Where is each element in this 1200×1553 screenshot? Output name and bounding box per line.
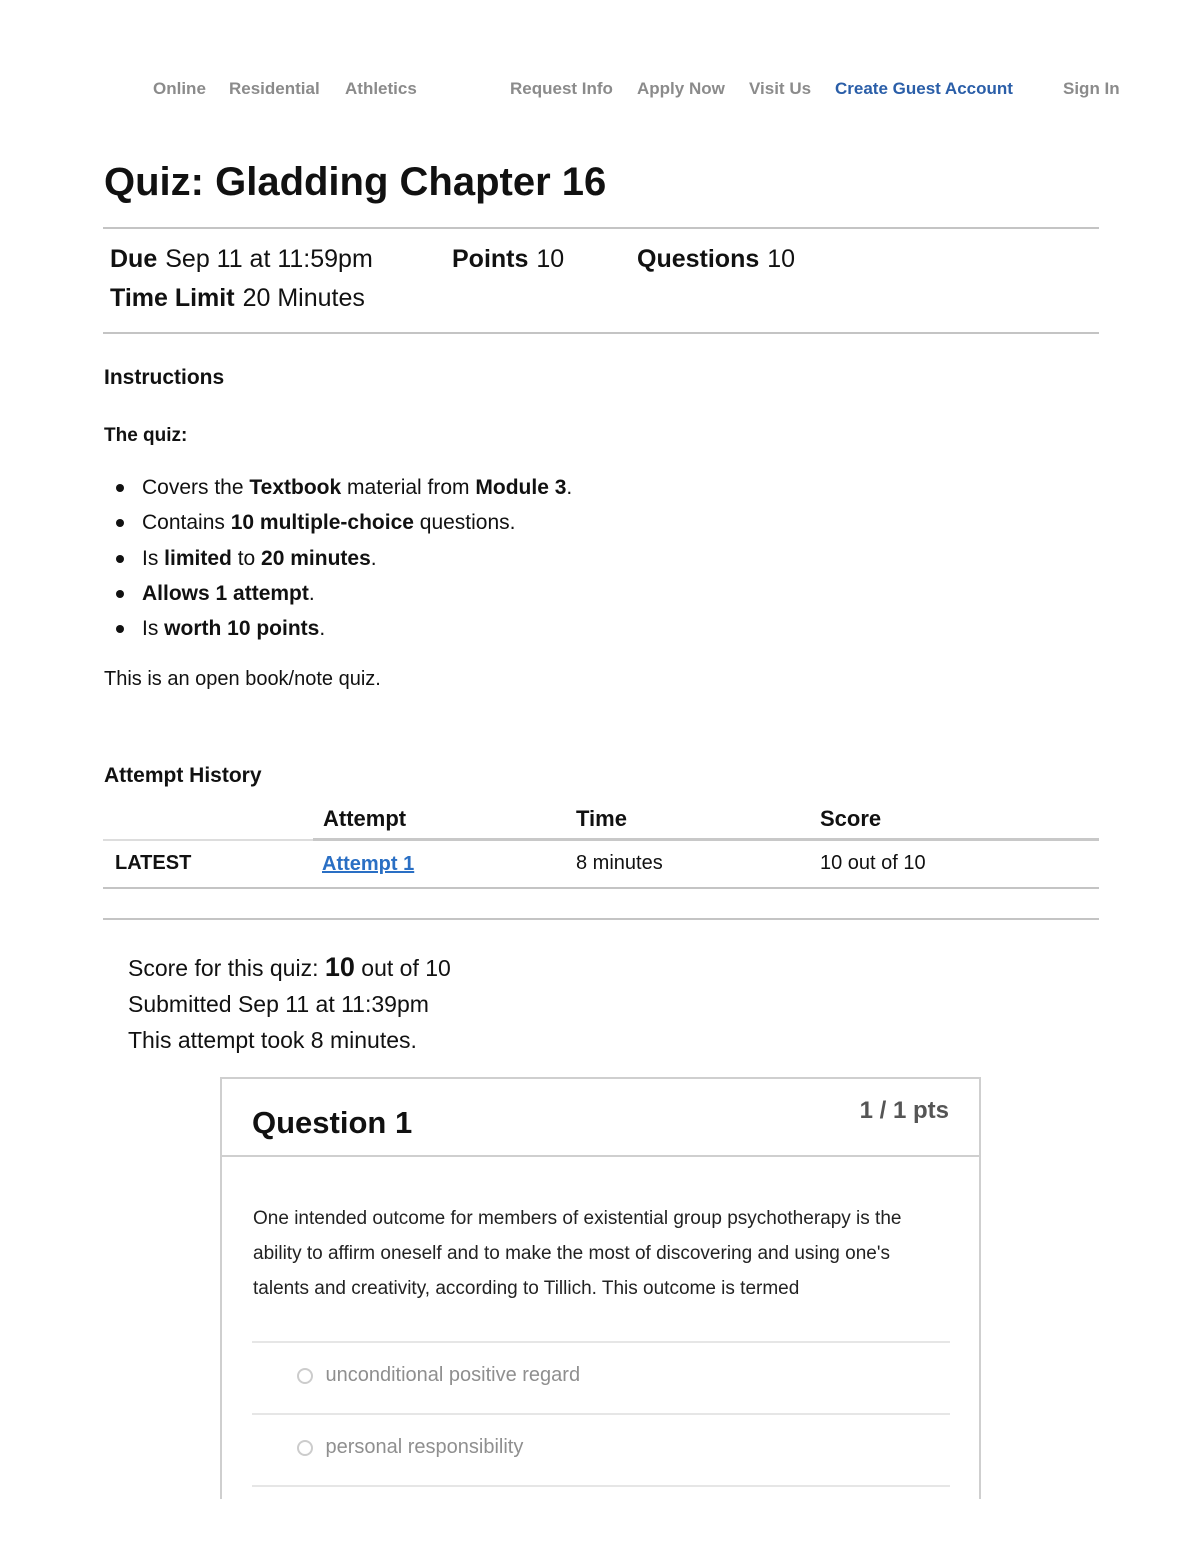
bold-text: limited — [164, 546, 232, 570]
bold-text: Allows 1 attempt — [142, 581, 309, 605]
submitted-time: Submitted Sep 11 at 11:39pm — [128, 991, 429, 1017]
quiz-score — [128, 952, 451, 983]
text: Is — [142, 617, 165, 641]
instructions-intro: The quiz: — [104, 425, 188, 446]
nav-link-request-info[interactable]: Request Info — [510, 79, 613, 98]
option-divider — [252, 1485, 950, 1487]
answer-option[interactable] — [297, 1436, 523, 1459]
column-header-time: Time — [576, 806, 627, 831]
attempt-history-heading: Attempt History — [104, 764, 262, 787]
radio-icon[interactable] — [297, 1368, 313, 1384]
points — [452, 245, 564, 274]
question-card — [220, 1077, 981, 1499]
bold-text: 20 minutes — [261, 546, 371, 570]
nav-link-athletics[interactable]: Athletics — [345, 79, 417, 98]
time-limit-value: 20 Minutes — [242, 284, 365, 312]
due-date — [110, 245, 373, 274]
question-text: One intended outcome for members of existential group psychotherapy is the ability to affirm oneself and to make the most of discovering and using one's talents and creativity, according to Tillich. This outcome is termed — [253, 1208, 902, 1299]
nav-link-residential[interactable]: Residential — [229, 79, 320, 98]
option-divider — [252, 1341, 950, 1343]
attempt-time: 8 minutes — [576, 852, 663, 874]
points-label: Points — [452, 245, 529, 273]
nav-link-online[interactable]: Online — [153, 79, 206, 98]
text: . — [370, 546, 377, 570]
list-item — [104, 576, 572, 611]
answer-option-label: personal responsibility — [325, 1436, 524, 1458]
column-header-score: Score — [820, 806, 882, 831]
due-value: Sep 11 at 11:59pm — [165, 245, 373, 273]
radio-icon[interactable] — [297, 1440, 313, 1456]
attempt-score: 10 out of 10 — [820, 852, 926, 874]
nav-link-visit-us[interactable]: Visit Us — [749, 79, 812, 98]
text: . — [566, 476, 573, 499]
title-divider — [103, 227, 1099, 229]
questions-value: 10 — [767, 245, 796, 273]
answer-option[interactable] — [297, 1364, 580, 1387]
latest-tag: LATEST — [115, 852, 192, 874]
score-prefix: Score for this quiz: — [128, 955, 325, 981]
list-item — [104, 611, 572, 646]
text: to — [231, 546, 262, 570]
answer-option-label: unconditional positive regard — [325, 1364, 581, 1386]
text: . — [308, 581, 315, 605]
points-value: 10 — [536, 245, 565, 273]
option-divider — [252, 1413, 950, 1415]
text: Contains — [142, 511, 231, 535]
due-label: Due — [110, 245, 158, 273]
nav-link-apply-now[interactable]: Apply Now — [637, 79, 725, 98]
attempt-1-link[interactable]: Attempt 1 — [322, 853, 415, 875]
attempt-duration: This attempt took 8 minutes. — [128, 1027, 417, 1053]
instructions-list — [104, 470, 572, 646]
score-value: 10 — [324, 952, 355, 982]
list-item — [104, 505, 572, 540]
instructions-heading: Instructions — [104, 366, 225, 389]
question-title: Question 1 — [252, 1105, 413, 1140]
text: Covers the — [142, 476, 250, 499]
text: questions. — [413, 511, 516, 535]
meta-divider — [103, 332, 1099, 334]
time-limit — [110, 284, 365, 313]
bold-text: 10 multiple-choice — [230, 511, 414, 535]
text: . — [319, 617, 326, 641]
list-item — [104, 470, 572, 505]
bold-text: worth 10 points — [164, 617, 320, 641]
bold-text: Textbook — [249, 476, 342, 499]
list-item — [104, 541, 572, 576]
sign-in-link[interactable]: Sign In — [1063, 79, 1120, 98]
question-points: 1 / 1 pts — [859, 1097, 949, 1124]
text: material from — [341, 476, 476, 499]
score-suffix: out of 10 — [354, 955, 451, 981]
header-rule-light — [103, 839, 313, 841]
text: Is — [142, 546, 165, 570]
row-divider — [103, 887, 1099, 889]
bold-text: Module 3 — [475, 476, 567, 499]
create-guest-account-link[interactable]: Create Guest Account — [835, 79, 1013, 98]
page-title: Quiz: Gladding Chapter 16 — [104, 160, 607, 204]
questions-label: Questions — [637, 245, 760, 273]
time-limit-label: Time Limit — [110, 284, 235, 312]
questions-count — [637, 245, 795, 274]
question-header — [222, 1079, 979, 1157]
instructions-note: This is an open book/note quiz. — [104, 668, 381, 690]
section-divider — [103, 918, 1099, 920]
column-header-attempt: Attempt — [323, 806, 407, 831]
header-rule — [313, 838, 1099, 841]
